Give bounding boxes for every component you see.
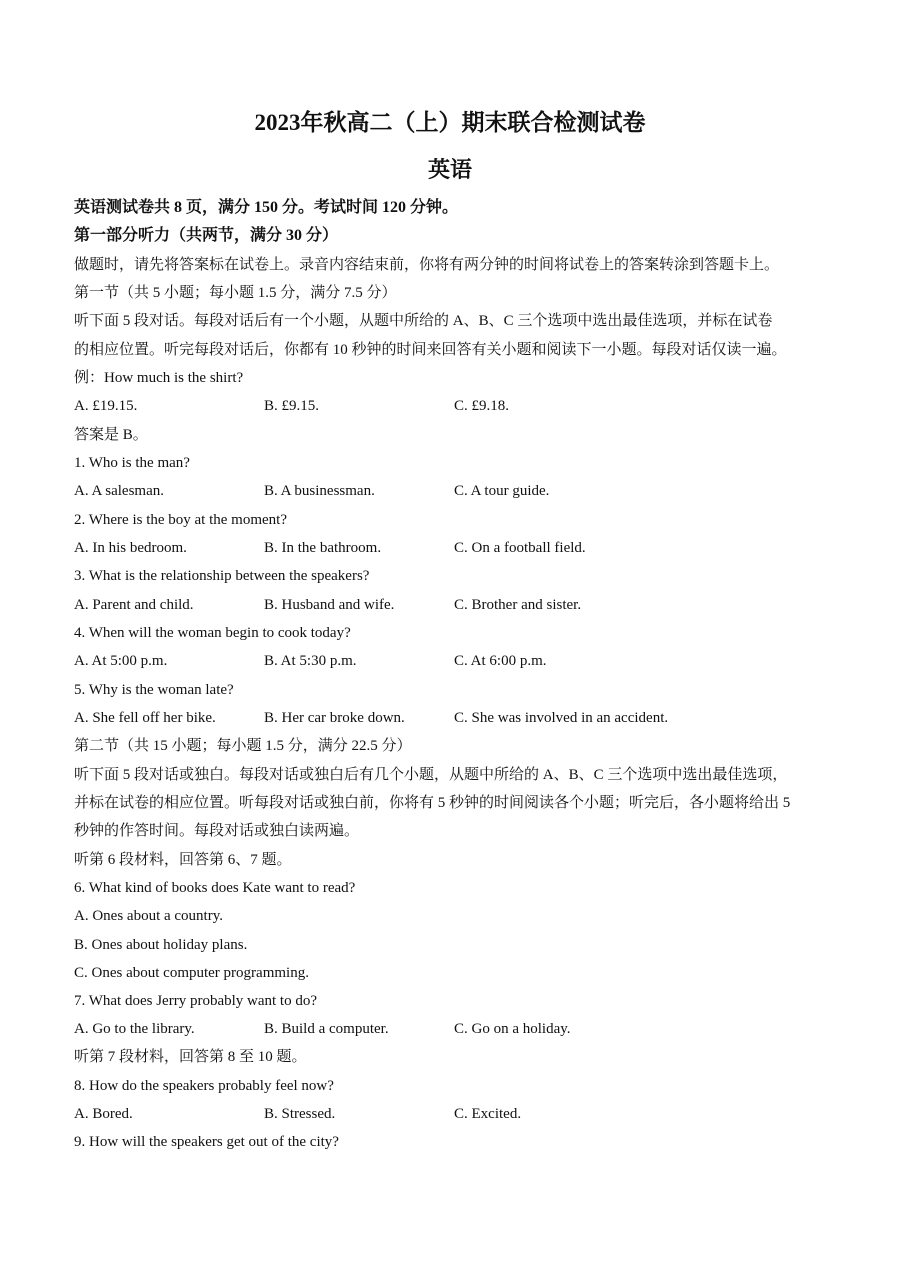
option-b: B. A businessman. [264, 483, 375, 499]
question-7: 7. What does Jerry probably want to do? [74, 993, 317, 1009]
exam-summary: 英语测试卷共 8 页，满分 150 分。考试时间 120 分钟。 [74, 199, 459, 216]
option-c: C. On a football field. [454, 540, 586, 556]
option-b: B. Stressed. [264, 1106, 336, 1122]
question-8: 8. How do the speakers probably feel now? [74, 1078, 334, 1094]
option-c: C. Go on a holiday. [454, 1021, 571, 1037]
option-a: A. At 5:00 p.m. [74, 653, 168, 669]
subject-title: 英语 [427, 157, 472, 182]
option-c: C. At 6:00 p.m. [454, 653, 547, 669]
section-two-heading: 第二节（共 15 小题；每小题 1.5 分，满分 22.5 分） [74, 738, 412, 754]
example-option-a: A. £19.15. [74, 398, 138, 414]
question-3: 3. What is the relationship between the speakers? [74, 568, 370, 584]
question-2: 2. Where is the boy at the moment? [74, 512, 287, 528]
question-5: 5. Why is the woman late? [74, 682, 234, 698]
section-one-heading: 第一节（共 5 小题；每小题 1.5 分，满分 7.5 分） [74, 285, 397, 301]
section-one-directions-line-1: 听下面 5 段对话。每段对话后有一个小题，从题中所给的 A、B、C 三个选项中选出最佳选项，并标在试卷 [74, 313, 773, 329]
example-option-b: B. £9.15. [264, 398, 320, 414]
example-option-c: C. £9.18. [454, 398, 510, 414]
option-c: C. She was involved in an accident. [454, 710, 669, 726]
section-one-directions-line-2: 的相应位置。听完每段对话后，你都有 10 秒钟的时间来回答有关小题和阅读下一小题。每段对话仅读一遍。 [74, 342, 787, 358]
question-6-option-b: B. Ones about holiday plans. [74, 937, 248, 953]
material-7-note: 听第 7 段材料，回答第 8 至 10 题。 [74, 1049, 307, 1065]
section-two-directions-line-3: 秒钟的作答时间。每段对话或独白读两遍。 [74, 823, 360, 839]
option-b: B. Husband and wife. [264, 597, 395, 613]
option-a: A. Bored. [74, 1106, 133, 1122]
option-a: A. In his bedroom. [74, 540, 187, 556]
option-c: C. A tour guide. [454, 483, 550, 499]
option-b: B. At 5:30 p.m. [264, 653, 357, 669]
general-instruction: 做题时，请先将答案标在试卷上。录音内容结束前，你将有两分钟的时间将试卷上的答案转涂到答题卡上。 [74, 257, 780, 273]
option-a: A. She fell off her bike. [74, 710, 216, 726]
exam-title: 2023年秋高二（上）期末联合检测试卷 [254, 110, 646, 135]
section-two-directions-line-1: 听下面 5 段对话或独白。每段对话或独白后有几个小题，从题中所给的 A、B、C 三个选项中选出最佳选项， [74, 767, 788, 783]
question-6: 6. What kind of books does Kate want to read? [74, 880, 356, 896]
question-6-option-c: C. Ones about computer programming. [74, 965, 309, 981]
example-question: 例：How much is the shirt? [74, 370, 244, 386]
material-6-note: 听第 6 段材料，回答第 6、7 题。 [74, 852, 292, 868]
question-1: 1. Who is the man? [74, 455, 190, 471]
section-two-directions-line-2: 并标在试卷的相应位置。听每段对话或独白前，你将有 5 秒钟的时间阅读各个小题；听完后，各小题将给出 5 [74, 795, 791, 811]
option-b: B. Build a computer. [264, 1021, 389, 1037]
example-answer: 答案是 B。 [74, 427, 148, 443]
option-a: A. Go to the library. [74, 1021, 195, 1037]
option-c: C. Brother and sister. [454, 597, 582, 613]
option-c: C. Excited. [454, 1106, 522, 1122]
question-9: 9. How will the speakers get out of the city? [74, 1134, 339, 1150]
question-4: 4. When will the woman begin to cook today? [74, 625, 351, 641]
option-b: B. In the bathroom. [264, 540, 382, 556]
option-a: A. Parent and child. [74, 597, 194, 613]
question-6-option-a: A. Ones about a country. [74, 908, 223, 924]
part-one-heading: 第一部分听力（共两节，满分 30 分） [74, 227, 339, 244]
option-a: A. A salesman. [74, 483, 164, 499]
option-b: B. Her car broke down. [264, 710, 405, 726]
